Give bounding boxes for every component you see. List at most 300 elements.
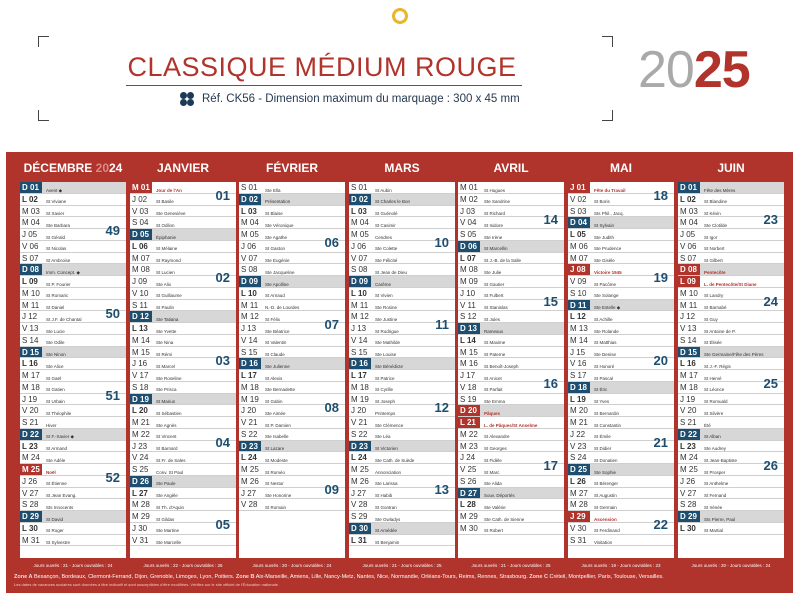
day-row bbox=[130, 394, 236, 406]
week-number: 10 bbox=[434, 235, 449, 250]
week-number: 09 bbox=[324, 481, 339, 497]
day-label: S 08 bbox=[241, 265, 258, 275]
day-row bbox=[20, 276, 126, 288]
day-row bbox=[130, 452, 236, 464]
day-label: D 27 bbox=[458, 488, 480, 499]
day-row bbox=[458, 229, 564, 241]
saint-name: St Modeste bbox=[265, 457, 288, 463]
day-label: M 18 bbox=[680, 382, 698, 392]
day-row bbox=[568, 229, 674, 241]
day-label: M 11 bbox=[680, 300, 698, 310]
day-label: J 22 bbox=[570, 429, 586, 439]
saint-name: St Prosper bbox=[704, 469, 726, 475]
day-label: M 01 bbox=[460, 183, 478, 192]
day-row bbox=[239, 358, 345, 370]
saint-name: Épiphanie bbox=[156, 234, 177, 240]
day-row bbox=[568, 382, 674, 394]
saint-name: St Marcellin bbox=[484, 246, 508, 252]
day-row bbox=[349, 288, 455, 300]
saint-name: Victoire 1945 bbox=[594, 269, 622, 275]
saint-name: Présentation bbox=[265, 199, 291, 205]
day-label: M 03 bbox=[680, 206, 698, 216]
week-number: 19 bbox=[653, 270, 668, 286]
month-days bbox=[239, 182, 345, 558]
day-row bbox=[239, 441, 345, 453]
day-row bbox=[458, 499, 564, 511]
week-number: 05 bbox=[215, 517, 230, 532]
brand-logo-icon bbox=[180, 92, 194, 106]
saint-name: St Gontran bbox=[375, 504, 397, 510]
saint-name: St Irénée bbox=[704, 504, 723, 510]
saint-name: St Lazare bbox=[265, 446, 285, 451]
saint-name: St Kévin bbox=[704, 211, 721, 216]
year-logo bbox=[638, 40, 750, 100]
month-days bbox=[130, 182, 236, 558]
saint-name: Été bbox=[704, 422, 711, 428]
saint-name: Sts Phil., Jacq. bbox=[594, 211, 624, 216]
saint-name: St Igor bbox=[704, 234, 718, 240]
day-row bbox=[458, 488, 564, 500]
saint-name: St Boris bbox=[594, 199, 610, 205]
day-label: L 20 bbox=[132, 406, 148, 416]
day-label: M 29 bbox=[132, 512, 150, 521]
saint-name: St Roger bbox=[46, 528, 64, 534]
saint-name: St Maxime bbox=[484, 340, 506, 346]
day-row bbox=[568, 370, 674, 382]
day-row bbox=[458, 241, 564, 253]
day-label: M 19 bbox=[241, 394, 259, 404]
day-row bbox=[349, 511, 455, 523]
day-label: M 01 bbox=[130, 182, 152, 193]
saint-name: Ste Véronique bbox=[265, 222, 294, 228]
saint-name: St Daniel bbox=[46, 305, 65, 310]
week-number: 21 bbox=[653, 434, 668, 450]
day-row bbox=[678, 194, 784, 206]
day-label: S 15 bbox=[351, 347, 368, 357]
day-row bbox=[239, 347, 345, 359]
day-label: L 03 bbox=[241, 206, 257, 216]
day-label: D 19 bbox=[130, 394, 152, 405]
saint-name: Ste Honorine bbox=[265, 493, 292, 498]
day-label: V 23 bbox=[570, 441, 587, 451]
saint-name: Ste Audrey bbox=[704, 446, 727, 451]
saint-name: St Nestor bbox=[265, 481, 284, 487]
saint-name: St J.-F. Régis bbox=[704, 363, 731, 369]
school-zones bbox=[14, 573, 784, 581]
saint-name: St Gabin bbox=[265, 399, 283, 404]
saint-name: Ste Béatrice bbox=[265, 328, 290, 334]
saint-name: St Isidore bbox=[484, 222, 504, 228]
day-row bbox=[20, 206, 126, 218]
day-label: V 14 bbox=[241, 335, 258, 345]
saint-name: Ste Paule bbox=[156, 481, 176, 487]
day-row bbox=[239, 464, 345, 476]
day-row bbox=[130, 241, 236, 253]
day-label: M 25 bbox=[680, 465, 698, 474]
saint-name: Ste Angèle bbox=[156, 493, 178, 498]
day-row bbox=[130, 370, 236, 382]
day-label: L 17 bbox=[241, 371, 257, 380]
week-number: 15 bbox=[543, 293, 558, 309]
saint-name: St Alexis bbox=[265, 375, 283, 381]
workday-count: Jours ouvrés : 20 - Jours ouvrables : 24 bbox=[252, 563, 332, 568]
day-row bbox=[20, 347, 126, 359]
day-label: L 09 bbox=[678, 276, 700, 287]
saint-name: Ste Alix bbox=[156, 281, 172, 287]
saint-name: St Stanislas bbox=[484, 305, 508, 310]
day-label: L 27 bbox=[132, 488, 148, 498]
month-header bbox=[458, 152, 564, 182]
day-label: M 30 bbox=[460, 523, 478, 533]
saint-name: St Nicolas bbox=[46, 246, 67, 252]
day-label: M 11 bbox=[241, 300, 259, 310]
day-label: V 02 bbox=[570, 194, 587, 204]
month-column bbox=[678, 152, 784, 534]
day-label: M 24 bbox=[22, 453, 40, 463]
saint-name: St Landry bbox=[704, 293, 724, 299]
day-label: M 20 bbox=[570, 406, 588, 416]
saint-name: Ste Justine bbox=[375, 316, 398, 322]
saint-name: Jour de l'An bbox=[156, 187, 182, 193]
saint-name: St Donatien bbox=[594, 457, 618, 463]
day-row bbox=[349, 358, 455, 370]
day-label: J 09 bbox=[132, 277, 148, 286]
month-column bbox=[239, 152, 345, 510]
day-label: M 15 bbox=[132, 347, 150, 357]
day-row bbox=[130, 300, 236, 312]
saint-name: Ste Irène bbox=[484, 234, 503, 240]
day-label: M 21 bbox=[570, 418, 588, 427]
day-row bbox=[20, 452, 126, 464]
day-label: V 18 bbox=[460, 382, 477, 392]
day-label: J 19 bbox=[680, 394, 696, 404]
saint-name: Hiver bbox=[46, 422, 57, 428]
day-label: V 07 bbox=[241, 253, 258, 263]
saint-name: St Guénolé bbox=[375, 211, 398, 216]
day-label: J 12 bbox=[680, 312, 696, 322]
day-label: M 02 bbox=[460, 194, 478, 204]
saint-name: St Jean Evang. bbox=[46, 493, 77, 498]
day-row bbox=[130, 464, 236, 476]
saint-name: Ste Mathilde bbox=[375, 340, 401, 346]
day-row bbox=[458, 476, 564, 488]
week-number: 18 bbox=[653, 188, 668, 203]
day-label: V 06 bbox=[680, 241, 697, 251]
day-label: S 18 bbox=[132, 382, 149, 392]
day-row bbox=[349, 264, 455, 276]
saint-name: Printemps bbox=[375, 410, 396, 416]
saint-name: St Habib bbox=[375, 493, 393, 498]
day-row bbox=[458, 441, 564, 453]
day-row bbox=[458, 394, 564, 406]
week-number: 20 bbox=[653, 352, 668, 368]
saint-name: Ste Yvette bbox=[156, 328, 177, 334]
month-name: AVRIL bbox=[493, 161, 529, 175]
month-days bbox=[678, 182, 784, 558]
day-label: S 03 bbox=[570, 206, 587, 216]
day-row bbox=[239, 452, 345, 464]
day-row bbox=[349, 417, 455, 429]
day-label: L 16 bbox=[22, 359, 38, 369]
saint-name: Ste Eugénie bbox=[265, 258, 290, 263]
day-row bbox=[20, 523, 126, 535]
day-label: M 09 bbox=[460, 277, 478, 286]
day-label: S 05 bbox=[460, 230, 477, 239]
day-label: D 09 bbox=[239, 276, 261, 287]
day-label: M 04 bbox=[22, 218, 40, 228]
day-label: L 17 bbox=[351, 371, 367, 380]
day-row bbox=[130, 253, 236, 265]
day-label: V 31 bbox=[132, 535, 149, 545]
saint-name: Ste Rosine bbox=[375, 305, 398, 310]
zone-a-label: Zone A bbox=[14, 574, 33, 580]
week-number: 07 bbox=[324, 317, 339, 333]
day-label: L 10 bbox=[351, 288, 367, 298]
day-label: J 05 bbox=[680, 230, 696, 239]
day-label: D 25 bbox=[568, 464, 590, 475]
day-row bbox=[568, 206, 674, 218]
saint-name: Ste Emma bbox=[484, 399, 506, 404]
zone-c-text: Créteil, Montpellier, Paris, Toulouse, Versailles. bbox=[549, 574, 664, 580]
day-label: D 08 bbox=[20, 264, 42, 275]
day-label: L 05 bbox=[570, 230, 586, 239]
saint-name: St Gildas bbox=[156, 516, 175, 522]
day-label: L 24 bbox=[241, 453, 257, 463]
crop-mark bbox=[602, 36, 613, 47]
day-label: L 30 bbox=[680, 523, 696, 533]
day-label: V 30 bbox=[570, 523, 587, 533]
workday-count: Jours ouvrés : 21 - Jours ouvrables : 25 bbox=[471, 563, 551, 568]
saint-name: St Antoine de P. bbox=[704, 328, 736, 334]
day-label: L 23 bbox=[680, 441, 696, 451]
day-row bbox=[20, 429, 126, 441]
day-label: M 18 bbox=[22, 382, 40, 392]
saint-name: St Blandine bbox=[704, 199, 728, 205]
day-row bbox=[130, 288, 236, 300]
month-column bbox=[568, 152, 674, 545]
day-label: D 16 bbox=[349, 358, 371, 369]
day-row bbox=[568, 300, 674, 312]
saint-name: St Romain bbox=[265, 504, 287, 510]
saint-name: Souv. Déportés bbox=[484, 493, 515, 498]
day-label: M 25 bbox=[351, 465, 369, 474]
workday-count: Jours ouvrés : 21 - Jours ouvrables : 25 bbox=[362, 563, 442, 568]
day-row bbox=[349, 217, 455, 229]
saint-name: Sts Innocents bbox=[46, 504, 74, 510]
saint-name: Ste Cath. de Suède bbox=[375, 457, 415, 463]
day-label: D 15 bbox=[20, 347, 42, 358]
day-row bbox=[239, 253, 345, 265]
saint-name: St Claude bbox=[265, 352, 285, 357]
day-label: S 12 bbox=[460, 312, 477, 322]
day-label: L 21 bbox=[458, 417, 480, 428]
day-label: L 31 bbox=[351, 535, 367, 545]
day-label: S 28 bbox=[680, 500, 697, 510]
saint-name: St Gaël bbox=[46, 375, 62, 381]
saint-name: Ste Colette bbox=[375, 246, 398, 252]
saint-name: Ste Gisèle bbox=[594, 258, 615, 263]
day-label: S 08 bbox=[351, 265, 368, 275]
saint-name: Ste Roseline bbox=[156, 375, 182, 381]
day-row bbox=[458, 523, 564, 535]
day-row bbox=[20, 264, 126, 276]
day-row bbox=[239, 288, 345, 300]
day-label: V 09 bbox=[570, 277, 587, 286]
day-row bbox=[568, 288, 674, 300]
day-label: M 10 bbox=[680, 288, 698, 298]
day-label: V 28 bbox=[241, 500, 258, 510]
day-row bbox=[568, 535, 674, 547]
workday-count: Jours ouvrés : 21 - Jours ouvrables : 24 bbox=[33, 563, 113, 568]
saint-name: St Hervé bbox=[704, 375, 722, 381]
day-label: V 16 bbox=[570, 359, 587, 369]
day-label: J 13 bbox=[241, 324, 257, 333]
saint-name: Ste Cath. de Sienne bbox=[484, 516, 525, 522]
day-row bbox=[678, 253, 784, 265]
day-label: D 20 bbox=[458, 405, 480, 416]
saint-name: Ste Ella bbox=[265, 187, 281, 193]
saint-name: Ste Adèle bbox=[46, 457, 66, 463]
day-row bbox=[678, 523, 784, 535]
day-row bbox=[678, 229, 784, 241]
day-label: L 09 bbox=[22, 277, 38, 286]
saint-name: St Arnaud bbox=[265, 293, 285, 299]
saint-name: St Alexandre bbox=[484, 434, 510, 440]
day-label: J 06 bbox=[351, 241, 367, 251]
saint-name: St Gautier bbox=[484, 281, 505, 287]
saint-name: St Gatien bbox=[46, 387, 65, 393]
day-label: V 04 bbox=[460, 218, 477, 228]
saint-name: Ste Gwladys bbox=[375, 516, 401, 522]
saint-name: Sts Pierre, Paul bbox=[704, 516, 736, 522]
saint-name: St Viviane bbox=[46, 199, 67, 205]
day-label: L 06 bbox=[132, 241, 148, 251]
saint-name: Ste Judith bbox=[594, 234, 615, 240]
day-label: J 02 bbox=[132, 194, 148, 204]
saint-name: St Amédée bbox=[375, 528, 398, 534]
day-label: M 13 bbox=[570, 324, 588, 333]
week-number: 49 bbox=[105, 223, 120, 239]
day-label: J 29 bbox=[568, 511, 590, 522]
saint-name: St Marc bbox=[484, 469, 500, 475]
saint-name: St David bbox=[46, 516, 64, 522]
day-label: S 04 bbox=[132, 218, 149, 228]
saint-name: Ste Denise bbox=[594, 352, 617, 357]
day-row bbox=[678, 276, 784, 288]
day-row bbox=[239, 499, 345, 511]
saint-name: St Guillaume bbox=[156, 293, 182, 299]
month-days bbox=[349, 182, 455, 558]
day-row bbox=[20, 511, 126, 523]
month-name: JANVIER bbox=[156, 161, 209, 175]
day-label: S 10 bbox=[570, 288, 587, 298]
day-label: S 21 bbox=[680, 418, 697, 427]
day-row bbox=[239, 370, 345, 382]
day-label: L 07 bbox=[460, 253, 476, 263]
saint-name: St Lucien bbox=[156, 269, 175, 275]
saint-name: St Mélaine bbox=[156, 246, 178, 252]
saint-name: Ste Sophie bbox=[594, 469, 617, 475]
day-label: V 13 bbox=[680, 324, 697, 333]
day-label: D 22 bbox=[678, 429, 700, 440]
day-label: J 05 bbox=[22, 230, 38, 239]
saint-name: St Étienne bbox=[46, 481, 67, 487]
saint-name: St Joseph bbox=[375, 399, 396, 404]
day-row bbox=[130, 488, 236, 500]
saint-name: Annonciation bbox=[375, 469, 402, 475]
hanging-ring-icon bbox=[392, 8, 408, 24]
day-row bbox=[239, 429, 345, 441]
day-row bbox=[130, 405, 236, 417]
saint-name: St Vincent bbox=[156, 434, 177, 440]
day-label: V 14 bbox=[351, 335, 368, 345]
day-row bbox=[568, 335, 674, 347]
day-row bbox=[349, 370, 455, 382]
saint-name: St Victorien bbox=[375, 446, 398, 451]
day-label: D 05 bbox=[130, 229, 152, 240]
month-column bbox=[458, 152, 564, 534]
month-name: DÉCEMBRE bbox=[23, 161, 93, 175]
week-number: 26 bbox=[763, 458, 778, 474]
day-label: M 29 bbox=[460, 512, 478, 521]
day-row bbox=[239, 217, 345, 229]
day-label: J 01 bbox=[568, 182, 590, 193]
day-label: J 03 bbox=[460, 206, 476, 216]
week-number: 23 bbox=[763, 211, 778, 227]
saint-name: Rameaux bbox=[484, 328, 504, 334]
day-row bbox=[239, 417, 345, 429]
saint-name: Pâques bbox=[484, 410, 501, 416]
day-label: L 14 bbox=[460, 335, 476, 345]
day-label: D 02 bbox=[239, 194, 261, 205]
day-label: M 25 bbox=[241, 465, 259, 474]
day-label: D 01 bbox=[678, 182, 700, 193]
saint-name: Ste Nina bbox=[156, 340, 174, 346]
saint-name: St Pacôme bbox=[594, 281, 617, 287]
day-label: V 25 bbox=[460, 465, 477, 474]
day-row bbox=[678, 511, 784, 523]
day-row bbox=[458, 264, 564, 276]
week-number: 16 bbox=[543, 376, 558, 391]
day-row bbox=[349, 452, 455, 464]
day-label: M 11 bbox=[351, 300, 369, 310]
week-number: 51 bbox=[105, 387, 120, 403]
day-row bbox=[130, 217, 236, 229]
day-row bbox=[349, 347, 455, 359]
day-row bbox=[678, 441, 784, 453]
saint-name: St Félix bbox=[265, 316, 281, 322]
day-row bbox=[349, 335, 455, 347]
crop-mark bbox=[38, 36, 49, 47]
title-divider bbox=[126, 85, 522, 86]
saint-name: St Casimir bbox=[375, 222, 396, 228]
day-label: M 22 bbox=[460, 429, 478, 439]
day-label: J 23 bbox=[132, 441, 148, 451]
day-label: V 17 bbox=[132, 371, 149, 380]
saint-name: St Roméo bbox=[265, 469, 286, 475]
saint-name: St Yves bbox=[594, 399, 610, 404]
day-row bbox=[20, 241, 126, 253]
saint-name: St Sylvain bbox=[594, 222, 615, 228]
saint-name: St Th. d'Aquin bbox=[156, 504, 185, 510]
day-row bbox=[130, 206, 236, 218]
day-label: D 13 bbox=[458, 323, 480, 334]
saint-name: Imm. Concept. ◆ bbox=[46, 269, 80, 275]
zone-c-label: Zone C bbox=[529, 574, 548, 580]
week-number: 06 bbox=[324, 235, 339, 250]
day-row bbox=[349, 206, 455, 218]
day-label: D 18 bbox=[568, 382, 590, 393]
